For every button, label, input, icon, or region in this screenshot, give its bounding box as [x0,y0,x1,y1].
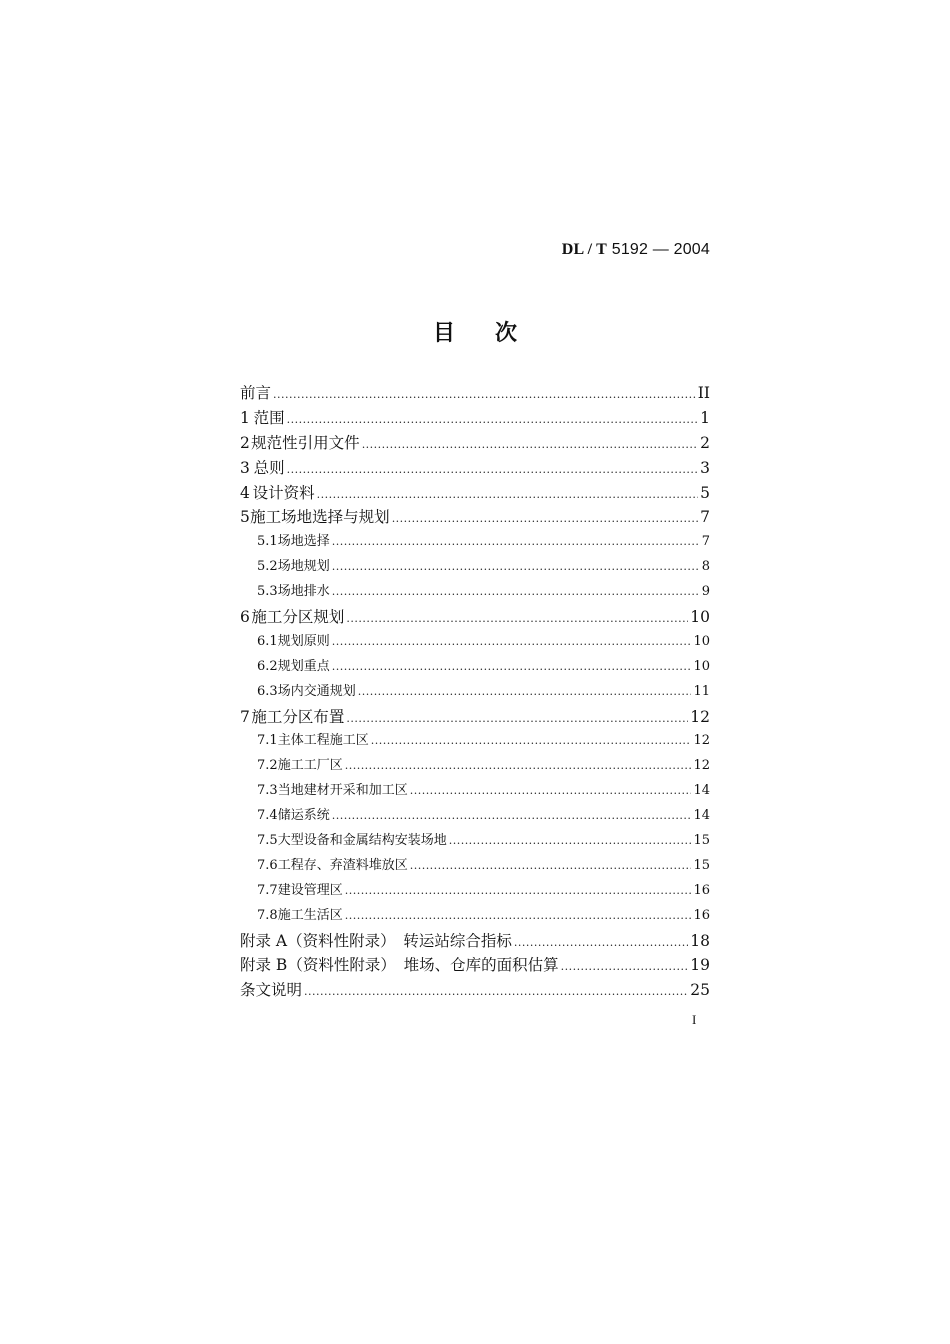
toc-entry[interactable] [240,680,710,705]
toc-entry[interactable] [240,381,710,406]
toc-entry-label: 施工分区布置 [251,707,345,726]
toc-entry[interactable] [240,530,710,555]
toc-entry[interactable] [240,605,710,630]
toc-entry-page: 11 [693,683,710,699]
toc-entry-label: 施工场地选择与规划 [250,508,390,527]
toc-entry-label: 前言 [240,384,272,402]
toc-entry-page: 14 [693,808,710,824]
toc-dot-leader [358,680,692,705]
toc-entry[interactable] [240,555,710,580]
toc-entry-label: 建设管理区 [277,882,343,898]
toc-entry-number: 3 [240,458,250,477]
toc-entry-label: 设计资料 [252,483,315,502]
toc-entry[interactable] [240,754,710,779]
toc-dot-leader [362,433,698,458]
toc-dot-leader [332,804,692,829]
toc-dot-leader [345,904,692,929]
toc-entry-label: 条文说明 [240,981,303,1000]
toc-dot-leader [332,530,700,555]
toc-entry-label: 场地选择 [277,534,330,550]
toc-dot-leader [410,854,692,879]
toc-entry[interactable] [240,904,710,929]
toc-entry-page: 14 [693,783,710,799]
toc-entry-page: 10 [693,633,710,649]
page-number: I [692,1012,697,1027]
toc-entry-label: 附录 A（资料性附录） 转运站综合指标 [240,931,512,950]
toc-entry-page: 7 [700,508,710,527]
toc-entry-page: 12 [693,733,710,749]
toc-entry-page: 2 [700,433,710,452]
toc-entry-label: 范围 [253,408,285,427]
toc-entry[interactable] [240,505,710,530]
toc-entry[interactable] [240,481,710,506]
toc-entry-label: 场地排水 [277,584,330,600]
toc-entry-page: 15 [693,857,710,873]
toc-dot-leader [304,980,688,1005]
toc-entry[interactable] [240,580,710,605]
toc-entry-number: 7.1 [257,733,278,749]
toc-entry[interactable] [240,431,710,456]
toc-entry-number: 7.3 [257,783,278,799]
toc-entry[interactable] [240,630,710,655]
toc-entry-number: 5.1 [257,534,278,550]
toc-dot-leader [561,955,689,980]
toc-entry-label: 施工分区规划 [251,608,345,627]
toc-dot-leader [345,879,692,904]
toc-dot-leader [332,630,692,655]
toc-entry-number: 7 [240,707,250,726]
toc-entry-number: 7.8 [257,907,278,923]
toc-entry-label: 场地规划 [277,559,330,575]
toc-dot-leader [317,483,698,508]
toc-entry-page: 16 [693,907,710,923]
standard-number: 5192 — 2004 [611,241,710,258]
toc-entry[interactable] [240,978,710,1003]
toc-entry[interactable] [240,705,710,730]
toc-entry-label: 主体工程施工区 [277,733,369,749]
toc-entry-number: 6.1 [257,633,278,649]
toc-entry[interactable] [240,456,710,481]
toc-dot-leader [332,555,700,580]
toc-entry-number: 6.2 [257,658,278,674]
toc-entry-label: 储运系统 [277,808,330,824]
toc-entry-number: 7.2 [257,758,278,774]
toc-entry-number: 7.4 [257,808,278,824]
toc-entry-label: 规划原则 [277,633,330,649]
toc-entry-number: 1 [240,408,250,427]
toc-entry[interactable] [240,953,710,978]
toc-entry-number: 5.2 [257,559,278,575]
toc-dot-leader [345,754,692,779]
standard-code [562,241,710,259]
toc-entry-page: 1 [700,408,710,427]
toc-entry-number: 6.3 [257,683,278,699]
toc-entry-label: 附录 B（资料性附录） 堆场、仓库的面积估算 [240,956,559,975]
toc-entry-number: 7.6 [257,857,278,873]
toc-entry-page: 12 [693,758,710,774]
toc-entry-label: 施工生活区 [277,907,343,923]
table-of-contents [240,381,710,1003]
toc-entry-label: 当地建材开采和加工区 [277,783,408,799]
toc-dot-leader [392,507,698,532]
toc-dot-leader [287,408,698,433]
toc-entry[interactable] [240,829,710,854]
toc-entry[interactable] [240,929,710,954]
toc-dot-leader [371,729,692,754]
toc-entry-page: 10 [690,608,710,627]
toc-entry-number: 4 [240,483,250,502]
toc-entry-number: 5.3 [257,584,278,600]
toc-entry[interactable] [240,729,710,754]
toc-entry-label: 工程存、弃渣料堆放区 [277,857,408,873]
toc-dot-leader [332,580,700,605]
toc-entry[interactable] [240,804,710,829]
toc-entry-page: 9 [701,584,710,600]
toc-entry-number: 5 [240,508,250,527]
toc-entry-page: 16 [693,882,710,898]
toc-dot-leader [346,707,688,732]
toc-dot-leader [273,383,696,408]
toc-entry-page: 10 [693,658,710,674]
toc-entry-label: 大型设备和金属结构安装场地 [277,833,447,849]
toc-entry[interactable] [240,655,710,680]
toc-entry-label: 施工工厂区 [277,758,343,774]
toc-entry-page: 12 [690,707,710,726]
toc-entry-page: 7 [701,534,710,550]
toc-entry[interactable] [240,779,710,804]
toc-entry-page: 8 [701,559,710,575]
toc-entry-number: 7.7 [257,882,278,898]
toc-entry-number: 7.5 [257,833,278,849]
toc-dot-leader [346,607,688,632]
toc-entry-page: II [697,384,710,402]
toc-dot-leader [410,779,692,804]
toc-entry-page: 18 [690,931,710,950]
toc-dot-leader [332,655,692,680]
toc-entry-page: 25 [690,981,710,1000]
toc-entry-number: 2 [240,433,250,452]
toc-entry-page: 15 [693,833,710,849]
toc-dot-leader [287,458,698,483]
toc-entry-number: 6 [240,608,250,627]
toc-entry-label: 规范性引用文件 [251,433,360,452]
toc-entry-label: 总则 [253,458,285,477]
toc-entry-page: 5 [700,483,710,502]
standard-prefix: DL / T [561,241,608,258]
toc-entry-page: 3 [700,458,710,477]
toc-entry[interactable] [240,406,710,431]
toc-entry[interactable] [240,879,710,904]
toc-entry-label: 规划重点 [277,658,330,674]
toc-entry[interactable] [240,854,710,879]
toc-entry-label: 场内交通规划 [277,683,356,699]
toc-dot-leader [449,829,692,854]
toc-entry-page: 19 [690,956,710,975]
toc-dot-leader [514,931,688,956]
page-title: 目次 [432,320,557,346]
